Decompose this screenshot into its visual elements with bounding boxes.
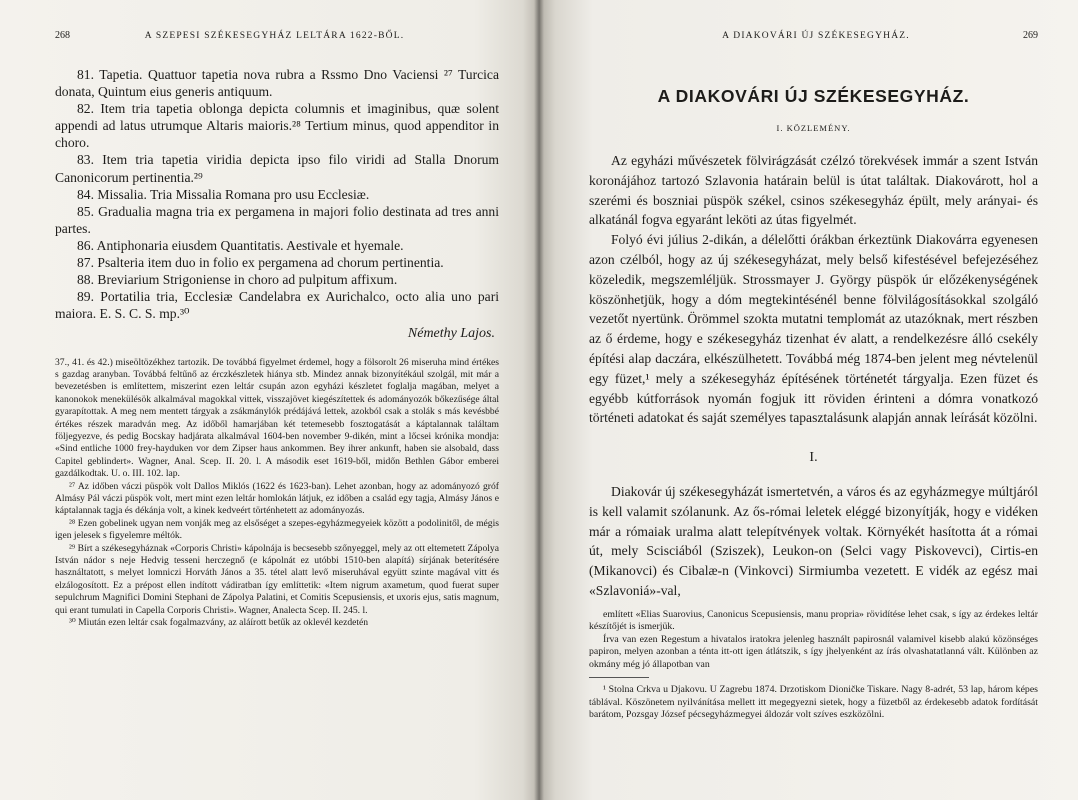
- inventory-list: [55, 66, 499, 343]
- paragraph: Folyó évi július 2-dikán, a délelőtti órákban érkeztünk Diakovárra egyenesen azon czélból, hogy az új székesegyházat, mely belső kifestésével befejezéséhez közeledik, megszemléljük. Strossmayer J. György püspök úr előzékenységének köszönhetjük, hogy a dóm megtekintésénél benne fölvilágosításokkal szolgáló vezetőt nyertünk. Örömmel szokta mutatni templomát az utazóknak, mert részben az ő érdeme, hogy e székesegyház tizenhat év alatt, a rendelkezésre álló csekély építési alap daczára, elkészülhetett. Továbbá még 1874-ben jelent meg névtelenül egy füzet,¹ mely a székesegyház építésének történetét tárgyalja. Ezen füzet és egyébb kútforrások nyomán fogjuk itt röviden érinteni a dómra vonatkozó történeti adatokat és saját személyes tapasztalásunk alapján annak leírását közölni.: [589, 232, 1038, 426]
- paragraph: Diakovár új székesegyházát ismertetvén, a város és az egyházmegye múltjáról is kell valamit szólanunk. Az ős-római leletek eléggé bizonyítják, hogy e vidéken már a rómaiak uralma alatt telepítvények voltak. Környékét hasította át a római út, mely Scisciából (Sziszek), Leukon-on (Selci vagy Piskovevci), Cirtis-en (Mikanovci) és Cibalæ-n (Vinkovci) Sirmiumba vezetett. E vidék az egész mai «Szlavoniá»-val,: [589, 483, 1038, 598]
- footnote: ¹ Stolna Crkva u Djakovu. U Zagrebu 1874. Drzotiskom Dioničke Tiskare. Nagy 8-adrét, 53 lap, három képes táblával. Köszönetem nyilvánítása mellett itt megegyezni sietek, hogy a füzetből az érdekesebb adatok fordítását barátom, Pozsgay József pécsegyházmegyei áldozár volt szíves eszközölni.: [589, 684, 1038, 721]
- right-running-head: [589, 30, 1038, 48]
- article-subtitle: I. KÖZLEMÉNY.: [776, 123, 851, 133]
- left-page-number: 268: [55, 30, 70, 41]
- list-item: 88. Breviarium Strigoniense in choro ad pulpitum affixum.: [77, 272, 398, 288]
- list-item: 83. Item tria tapetia viridia depicta ipso filo viridi ad Stalla Dnorum Canonicorum pertinentia.²⁹: [55, 152, 499, 185]
- list-item: 89. Portatilia tria, Ecclesiæ Candelabra ex Aurichalco, octo alia uno pari maiora. E. S. C. S. mp.³⁰: [55, 289, 499, 322]
- section-number: I.: [809, 450, 818, 466]
- footnote: ³⁰ Miután ezen leltár csak fogalmazvány, az aláírott betűk az oklevél kezdetén: [69, 617, 369, 629]
- footnote-divider: [589, 677, 649, 678]
- list-item: 87. Psalteria item duo in folio ex pergamena ad chorum pertinentia.: [77, 255, 444, 271]
- list-item: 85. Gradualia magna tria ex pergamena in majori folio destinata ad tres anni partes.: [55, 203, 499, 236]
- article-title: A DIAKOVÁRI ÚJ SZÉKESEGYHÁZ.: [657, 86, 970, 106]
- right-page: [539, 0, 1078, 800]
- footnote: 37., 41. és 42.) miseöltözékhez tartozik. De továbbá figyelmet érdemel, hogy a fölsorolt 26 miseruha mind értékes s gazdag aranyban. Továbbá feltűnő az érczkészletek hiánya stb. Mindez annak bizonyítékául szolgál, mit már a bevezetésben is említettem, miszerint ezen leltár csupán azon egyházi készletet foglalja magában, melyet a kanonokok menekülésök alkalmával magokkal vittek, visszajövet kiegészítettek és adományozók bőkezűsége által gyarapítottak. A meg nem mentett tárgyak a zsákmánylók prédájává lettek, azokból csak a stolák s más kevésbbé értékes részek maradván meg. Az időből hamarjában két tetemesebb fosztogatását a káptalannak találtam följegyezve, és pedig Bocskay hadjárata alkalmával 1604-ben november 9-dikén, mint a lőcsei krónika mondja: «Sind entliche 1000 frey-hayduken vor dem Zipser haus ankommen. Bey ihrer ankunft, haben sie alsobald, dass Capitel geblindert». Wagner, Anal. Scep. II. 20. l. A második eset 1619-ből, midőn Bethlen Gábor emberei gazdálkodtak. U. o. III. 102. lap.: [55, 356, 499, 480]
- footnote: ²⁸ Ezen gobelinek ugyan nem vonják meg az elsőséget a szepes-egyházmegyeiek között a podolinitől, de mégis igen jelesek s figyelemre méltók.: [55, 517, 499, 542]
- left-footnotes: [55, 357, 499, 630]
- book-gutter: [534, 0, 544, 800]
- footnote: ²⁷ Az időben váczi püspök volt Dallos Miklós (1622 és 1623-ban). Lehet azonban, hogy az adományozó gróf Almásy Pál váczi püspök volt, mert mint ezen leltár homlokán látjuk, ez időben a család egy tagja, Almásy János e káptalannak tagja és dékánja volt, a kinek kedveért történhetett az adományozás.: [55, 480, 499, 517]
- list-item: 81. Tapetia. Quattuor tapetia nova rubra a Rssmo Dno Vaciensi ²⁷ Turcica donata, Quintum eius generis antiquum.: [55, 67, 499, 100]
- list-item: 86. Antiphonaria eiusdem Quantitatis. Aestivale et hyemale.: [77, 237, 404, 253]
- left-header-title: A SZEPESI SZÉKESEGYHÁZ LELTÁRA 1622-BŐL.: [144, 31, 405, 41]
- article-body: [589, 151, 1038, 601]
- right-footnotes: [589, 609, 1038, 722]
- footnote: említett «Elias Suarovius, Canonicus Scepusiensis, manu propria» rövidítése lehet csak, s így az érdekes leltár készítőjét is ismerjük.: [589, 608, 1038, 633]
- paragraph: Az egyházi művészetek fölvirágzását czélzó törekvések immár a szent István koronájához tartozó Szlavonia határain belül is útat találtak. Diakovárott, hol a szerémi és boszniai püspök székel, csinos székesegyház épült, mely arányai- és alkatánál fogva egyaránt leköti az útas figyelmét.: [589, 153, 1038, 228]
- list-item: 84. Missalia. Tria Missalia Romana pro usu Ecclesiæ.: [77, 186, 370, 202]
- list-item: 82. Item tria tapetia oblonga depicta columnis et imaginibus, quæ solent appendi ad latus utrumque Altaris maioris.²⁸ Tertium minus, quod appenditor in choro.: [55, 101, 499, 151]
- footnote: Írva van ezen Regestum a hivatalos iratokra jelenleg használt papirosnál valamivel kisebb alakú közönséges papiron, melyen azonban a ténta itt-ott igen átlátszik, s így jhelyenként az írás olvashatatlanná vált. Különben az okmány még jó állapotban van: [589, 633, 1038, 670]
- left-running-head: [55, 30, 499, 48]
- author-signature: Némethy Lajos.: [407, 326, 495, 342]
- footnote: ²⁹ Bírt a székesegyháznak «Corporis Christi» kápolnája is becsesebb szőnyeggel, mely az ott eltemetett Zápolya István nádor s neje Hedvig tesseni herczegnő (e kápolnát ez utóbbi 1510-ben alapítá) sírjának beterítésére használtatott, s melyet lomniczi Horváth János a 35. tétel alatt levő miseruhával együtt szinte magával vitt és elzálogosított. Ez a prépost ellen indított vádiratban így említtetik: «Item nigrum axametum, quod fuerat super sepulchrum Magnifici Domini Stephani de Zápolya Palatini, et Comitis Scepusiensis, et uxoris ejus, satis magnum, qui erant tumulati in Capella Corporis Christi». Wagner, Analecta Scep. II. 245. l.: [55, 542, 499, 616]
- right-header-title: A DIAKOVÁRI ÚJ SZÉKESEGYHÁZ.: [722, 31, 910, 41]
- right-page-number: 269: [1023, 30, 1038, 41]
